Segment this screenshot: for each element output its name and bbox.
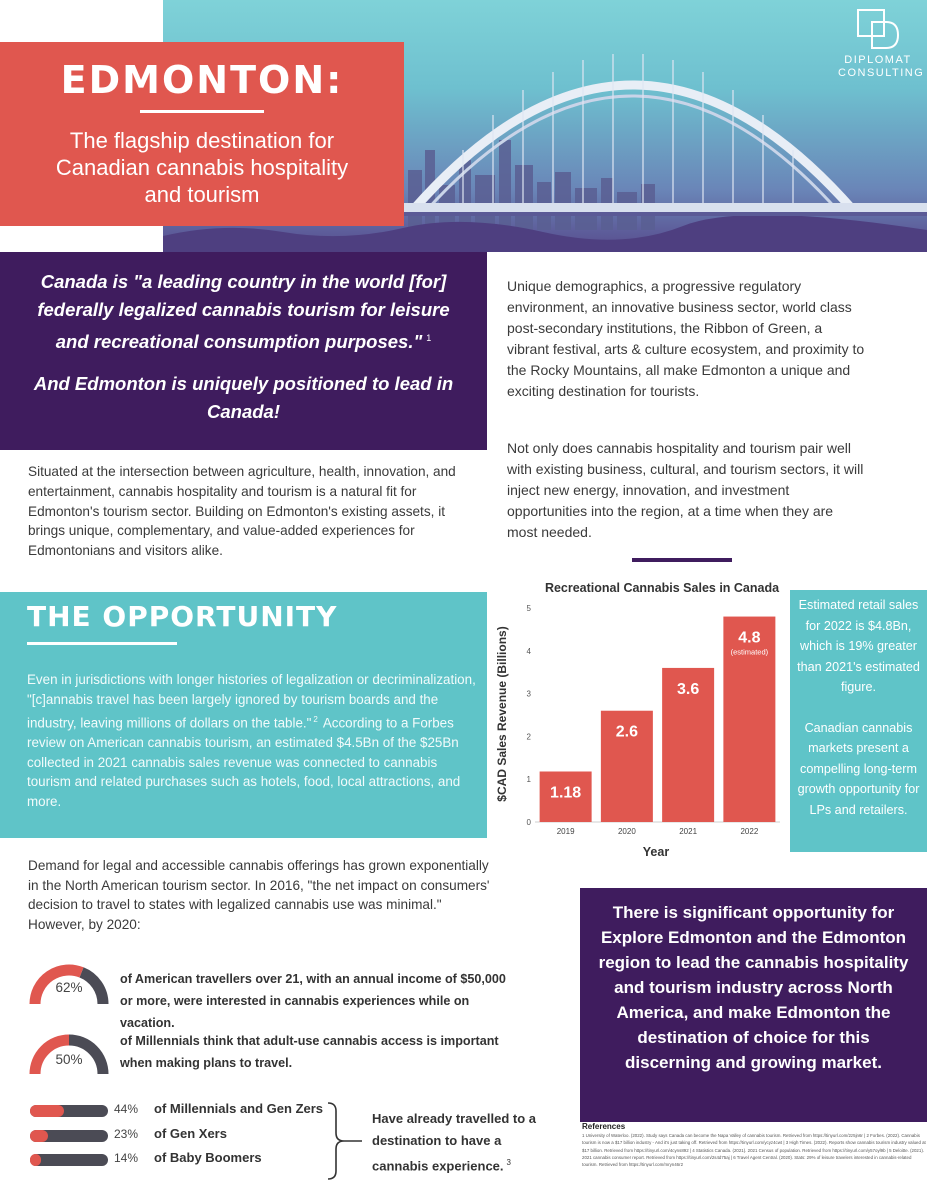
- travel-note-text: Have already travelled to a destination to have a cannabis experience.: [372, 1111, 537, 1174]
- references-heading: References: [582, 1122, 626, 1131]
- x-tick-label: 2019: [556, 827, 575, 836]
- sidebar-estimate: Estimated retail sales for 2022 is $4.8Bn, which is 19% greater than 2021's estimated figure.: [797, 598, 920, 694]
- quote-panel: [0, 252, 487, 450]
- opportunity-callout: There is significant opportunity for Explore Edmonton and the Edmonton region to lead the cannabis hospitality and tourism industry across North America, and make Edmonton the destination of choice for this discerning and growing market.: [580, 888, 927, 1122]
- y-tick-label: 4: [526, 646, 531, 656]
- not-only-paragraph: Not only does cannabis hospitality and tourism pair well with existing business, cultural, and tourism sectors, it will inject new energy, innovation, and investment opportunities into the region, at a time when they are most needed.: [507, 440, 864, 540]
- title-divider: [140, 110, 264, 113]
- sales-sidebar: [790, 590, 927, 852]
- stat-50-text: of Millennials think that adult-use cannabis access is important when making plans to travel.: [120, 1034, 499, 1070]
- bar-group: of Millennials and Gen Zers: [154, 1101, 324, 1116]
- references: [582, 1122, 927, 1168]
- page-title: EDMONTON:: [60, 58, 344, 102]
- y-tick-label: 0: [526, 818, 531, 827]
- sidebar-growth: Canadian cannabis markets present a compelling long-term growth opportunity for LPs and retailers.: [797, 720, 920, 817]
- bracket-icon: [326, 1101, 362, 1181]
- opportunity-divider: [27, 642, 177, 645]
- demand-paragraph: Demand for legal and accessible cannabis offerings has grown exponentially in the North American tourism sector. In 2016, "the net impact on consumers' decision to travel to states with legalized cannabis use was minimal." However, by 2020:: [28, 858, 490, 932]
- gauge-62: [28, 962, 110, 1008]
- bar-value-label: 2.6: [615, 723, 638, 741]
- page-subtitle: The flagship destination for Canadian cannabis hospitality and tourism: [55, 128, 349, 207]
- bar-percent: 44%: [114, 1102, 139, 1116]
- logo-line-2: CONSULTING: [838, 67, 925, 79]
- x-tick-label: 2020: [617, 827, 636, 836]
- y-tick-label: 5: [526, 604, 531, 613]
- quote-text: [22, 268, 465, 356]
- opportunity-text-b: According to a Forbes review on American cannabis tourism, an estimated $4.5Bn of the $25Bn collected in 2021 cannabis sales revenue was connected to cannabis tourism and related purchases such as hotels, food, local attractions, and more.: [27, 715, 461, 810]
- bar-value-label: 1.18: [550, 784, 582, 802]
- y-tick-label: 2: [526, 732, 531, 742]
- references-text: 1 University of Waterloo. (2022). Study says Canada can become the Napa Valley of cannabis tourism. Retrieved from https://tinyurl.com/2z5jn6r | 2 Forbes. (2022). Cannabis tourism is now a $17 billion industry - And it's just taking off. Retrieved from https://tinyurl.com/ycyz4cwt | 3 High Times. (2022). Reports show cannabis tourism industry valued at $17 billion. Retrieved from https://tinyurl.com/4cyns892 | 4 Statistics Canada. (2021). 2021 Census of population. Retrieved from https://tinyurl.com/y57oyl9b | 5 Deloitte. (2021). 2021 cannabis consumer report. Retrieved from https://tinyurl.com/2s4d75aj | 6 Travel Agent Central. (2020). Stats: 29% of leisure travelers interested in cannabis-related tourism. Retrieved from https://tinyurl.com/mryn46r2: [582, 1133, 926, 1168]
- x-tick-label: 2022: [740, 827, 759, 836]
- y-tick-label: 3: [526, 689, 531, 699]
- bar-value-label: 3.6: [677, 680, 700, 698]
- sales-chart: [490, 574, 790, 864]
- bar-track: [30, 1154, 108, 1166]
- quote-highlight: And Edmonton is uniquely positioned to lead in Canada!: [33, 373, 454, 423]
- bar-annotation: (estimated): [730, 647, 769, 657]
- quote-ref: 1: [426, 333, 432, 343]
- intro-paragraph: Situated at the intersection between agriculture, health, innovation, and entertainment, cannabis hospitality and tourism is a natural fit for Edmonton's tourism sector. Building on Edmonton's existing assets, it brings unique, complementary, and value-added experiences for Edmontonians and visitors alike.: [28, 464, 456, 559]
- bar-percent: 14%: [114, 1151, 139, 1165]
- opportunity-text: [27, 670, 477, 812]
- opportunity-ref: 2: [313, 714, 318, 724]
- gauge-50-label: 50%: [55, 1052, 83, 1067]
- logo-mark-icon: [856, 8, 900, 50]
- unique-paragraph: Unique demographics, a progressive regulatory environment, an innovative business sector, world class post-secondary institutions, the Ribbon of Green, a vibrant festival, arts & culture ecosystem, and proximity to the Rocky Mountains, all make Edmonton a unique and exciting destination for tourists.: [507, 278, 865, 399]
- gauge-50: [28, 1032, 110, 1078]
- travel-note-ref: 3: [506, 1158, 511, 1167]
- opportunity-panel: [0, 592, 487, 838]
- bar-fill: [30, 1130, 48, 1142]
- opportunity-text-a: Even in jurisdictions with longer histories of legalization or decriminalization, "[c]annabis travel has been largely ignored by tourism boards and the industry, leaving millions of dollars on the table.": [27, 672, 476, 731]
- gauge-62-label: 62%: [55, 980, 83, 995]
- section-divider: [632, 558, 732, 562]
- chart-ylabel: $CAD Sales Revenue (Billions): [495, 626, 509, 802]
- bar-fill: [30, 1105, 64, 1117]
- quote-body: Canada is "a leading country in the world [for] federally legalized cannabis tourism for leisure and recreational consumption purposes.": [37, 271, 450, 353]
- logo-line-1: DIPLOMAT: [844, 54, 912, 66]
- y-tick-label: 1: [526, 775, 531, 785]
- x-tick-label: 2021: [679, 827, 698, 836]
- travel-note: [372, 1108, 542, 1177]
- bar-group: of Baby Boomers: [154, 1150, 262, 1165]
- bar-percent: 23%: [114, 1127, 139, 1141]
- bar-value-label: 4.8: [738, 629, 761, 647]
- bar-fill: [30, 1154, 41, 1166]
- title-banner: [0, 42, 404, 226]
- sales-chart-svg: [490, 574, 790, 864]
- chart-xlabel: Year: [642, 845, 670, 859]
- stat-62-text: of American travellers over 21, with an annual income of $50,000 or more, were interested in cannabis experiences while on vacation.: [120, 972, 506, 1030]
- bar-group: of Gen Xers: [154, 1126, 227, 1141]
- chart-title: Recreational Cannabis Sales in Canada: [544, 581, 780, 595]
- opportunity-title: THE OPPORTUNITY: [27, 600, 338, 633]
- diplomat-consulting-logo[interactable]: [838, 8, 925, 80]
